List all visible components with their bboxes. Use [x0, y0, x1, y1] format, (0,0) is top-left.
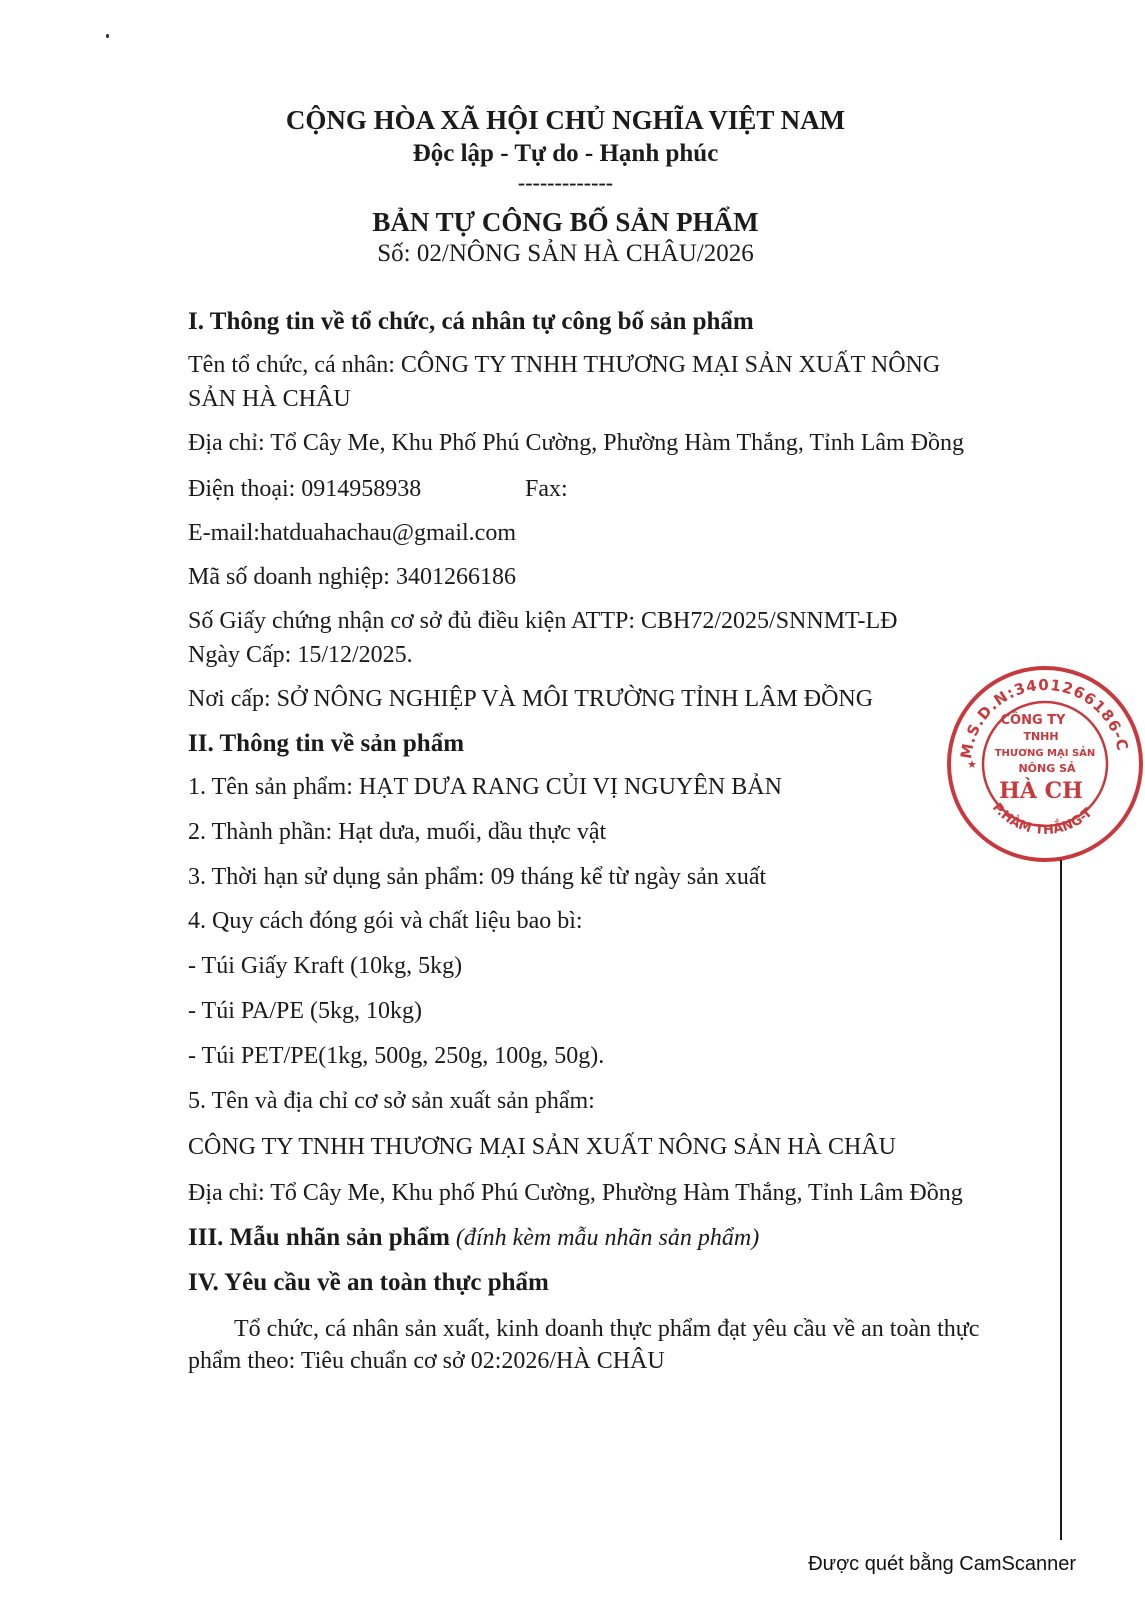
stamp-seal-icon	[945, 664, 1145, 864]
page-edge-line	[1060, 860, 1062, 1540]
section-4-paragraph: Tổ chức, cá nhân sản xuất, kinh doanh thực phẩm đạt yêu cầu về an toàn thực phẩm theo: Tiêu chuẩn cơ sở 02:2026/HÀ CHÂU	[188, 1316, 980, 1374]
section-3-note: (đính kèm mẫu nhãn sản phẩm)	[455, 1225, 760, 1251]
org-phone: Điện thoại: 0914958938	[188, 476, 422, 502]
manufacturer-address: Địa chỉ: Tổ Cây Me, Khu phố Phú Cường, Phường Hàm Thắng, Tỉnh Lâm Đồng	[188, 1180, 963, 1206]
section-4-heading: IV. Yêu cầu về an toàn thực phẩm	[188, 1269, 549, 1296]
product-shelf-life: 3. Thời hạn sử dụng sản phẩm: 09 tháng kể từ ngày sản xuất	[188, 864, 767, 890]
scan-speck	[106, 34, 109, 38]
scanner-footer: Được quét bằng CamScanner	[808, 1553, 1076, 1575]
org-address: Địa chỉ: Tổ Cây Me, Khu Phố Phú Cường, Phường Hàm Thắng, Tỉnh Lâm Đồng	[188, 430, 965, 456]
org-name-line-2: SẢN HÀ CHÂU	[188, 386, 351, 412]
section-3-heading: III. Mẫu nhãn sản phẩm	[188, 1224, 450, 1251]
national-title: CỘNG HÒA XÃ HỘI CHỦ NGHĨA VIỆT NAM	[285, 105, 846, 135]
packaging-intro: 4. Quy cách đóng gói và chất liệu bao bì:	[188, 908, 583, 934]
org-name-line-1: Tên tổ chức, cá nhân: CÔNG TY TNHH THƯƠNG MẠI SẢN XUẤT NÔNG	[188, 352, 941, 378]
header-separator: -------------	[517, 170, 614, 195]
national-motto: Độc lập - Tự do - Hạnh phúc	[412, 140, 719, 167]
product-name: 1. Tên sản phẩm: HẠT DƯA RANG CỦI VỊ NGUYÊN BẢN	[188, 774, 782, 800]
cert-issuer: Nơi cấp: SỞ NÔNG NGHIỆP VÀ MÔI TRƯỜNG TỈNH LÂM ĐỒNG	[188, 686, 874, 712]
packaging-item: - Túi Giấy Kraft (10kg, 5kg)	[188, 953, 463, 979]
packaging-item: - Túi PA/PE (5kg, 10kg)	[188, 998, 423, 1024]
cert-issue-date: Ngày Cấp: 15/12/2025.	[188, 642, 413, 668]
svg-text:NÔNG SẢ: NÔNG SẢ	[1018, 762, 1076, 775]
org-email: E-mail:hatduahachau@gmail.com	[188, 520, 516, 546]
document-number: Số: 02/NÔNG SẢN HÀ CHÂU/2026	[377, 240, 754, 267]
svg-text:TNHH: TNHH	[1023, 730, 1059, 743]
org-tax-code: Mã số doanh nghiệp: 3401266186	[188, 564, 516, 590]
section-2-heading: II. Thông tin về sản phẩm	[188, 730, 465, 757]
svg-text:THƯƠNG MẠI SẢN: THƯƠNG MẠI SẢN	[994, 748, 1096, 759]
svg-text:HÀ CH: HÀ CH	[999, 778, 1083, 804]
manufacturer-name: CÔNG TY TNHH THƯƠNG MẠI SẢN XUẤT NÔNG SẢN HÀ CHÂU	[188, 1134, 896, 1160]
svg-text:CÔNG TY: CÔNG TY	[1000, 713, 1066, 728]
svg-text:P.HÀM THẮNG-T: P.HÀM THẮNG-T	[989, 800, 1096, 839]
cert-number: Số Giấy chứng nhận cơ sở đủ điều kiện ATTP: CBH72/2025/SNNMT-LĐ	[188, 608, 898, 634]
company-stamp	[945, 664, 1132, 864]
svg-text:M.S.D.N:3401266186-C: M.S.D.N:3401266186-C	[956, 675, 1132, 760]
product-ingredients: 2. Thành phần: Hạt dưa, muối, dầu thực vật	[188, 819, 607, 845]
packaging-item: - Túi PET/PE(1kg, 500g, 250g, 100g, 50g).	[188, 1043, 605, 1069]
document-title: BẢN TỰ CÔNG BỐ SẢN PHẨM	[372, 207, 759, 237]
section-1-heading: I. Thông tin về tổ chức, cá nhân tự công bố sản phẩm	[188, 308, 754, 335]
manufacturer-intro: 5. Tên và địa chỉ cơ sở sản xuất sản phẩm:	[188, 1088, 595, 1114]
svg-text:★: ★	[967, 758, 977, 771]
section-3-line	[188, 1224, 759, 1252]
org-fax: Fax:	[525, 476, 568, 502]
